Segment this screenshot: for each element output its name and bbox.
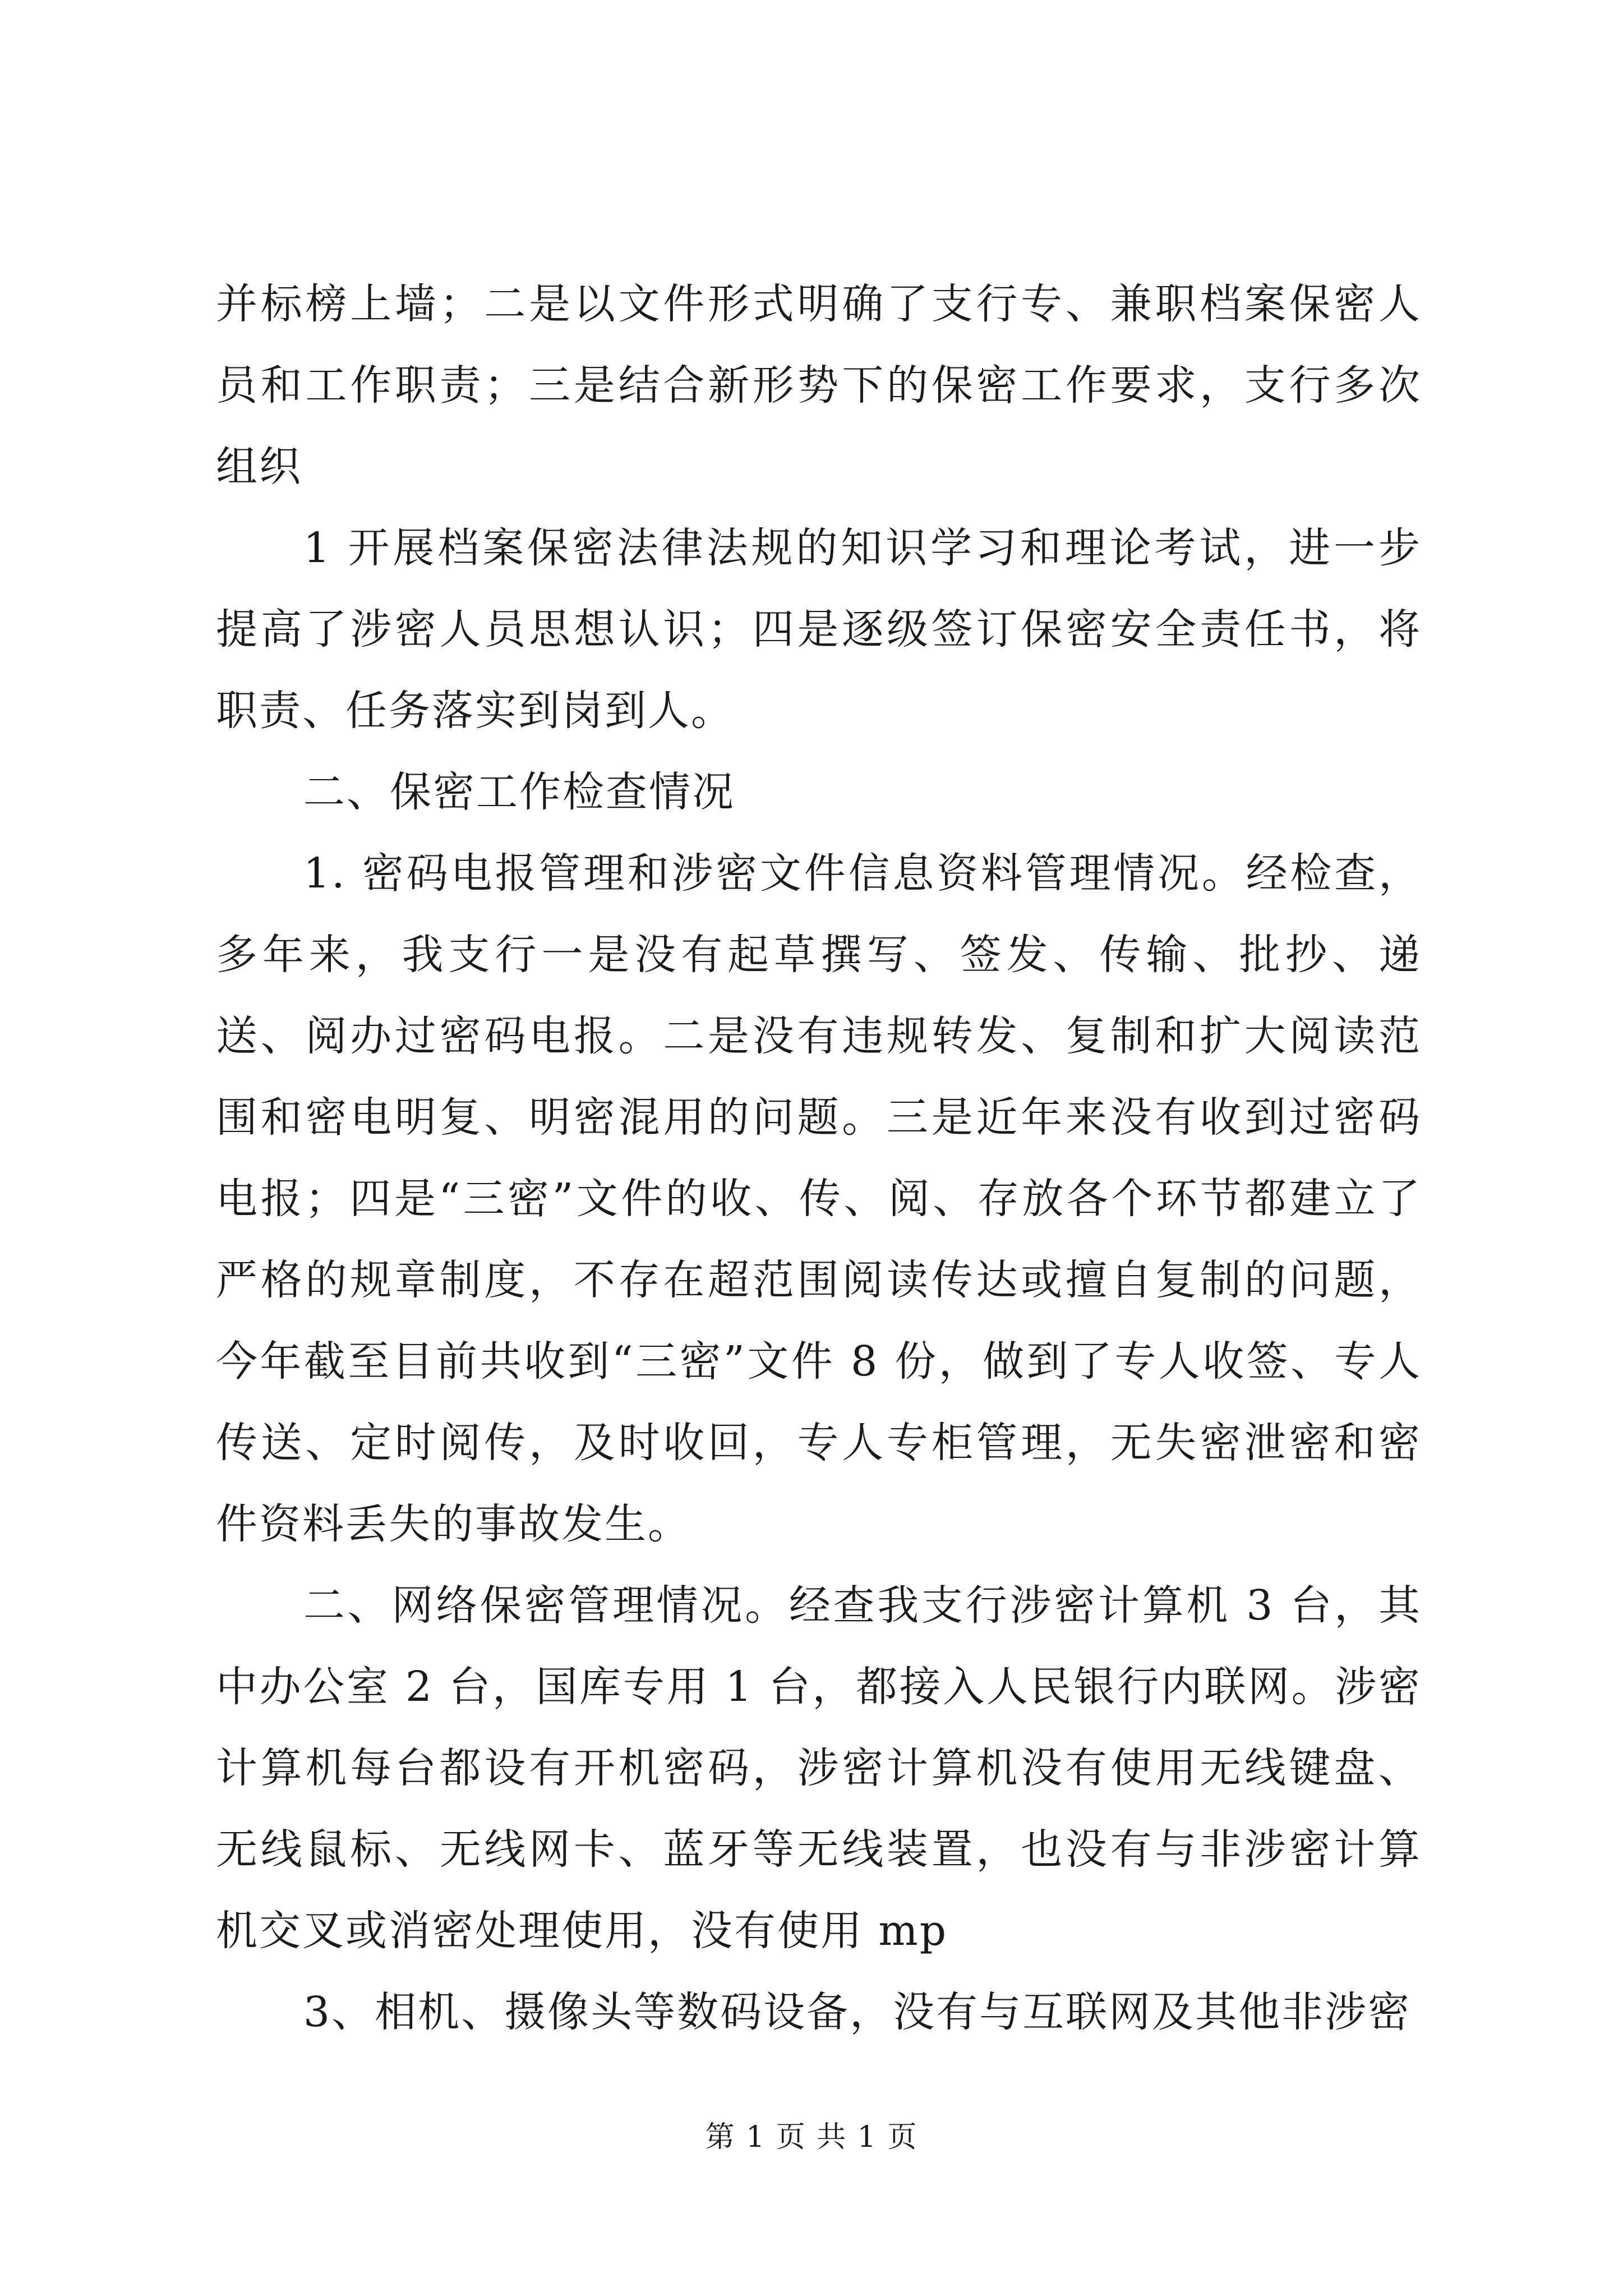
paragraph-1: 并标榜上墙；二是以文件形式明确了支行专、兼职档案保密人员和工作职责；三是结合新形势下的保密工作要求，支行多次组织	[216, 280, 1422, 491]
page-footer: 第 1 页 共 1 页	[705, 2120, 918, 2154]
paragraph-6: 3、相机、摄像头等数码设备，没有与互联网及其他非涉密	[303, 1988, 1412, 2036]
paragraph-2: 1 开展档案保密法律法规的知识学习和理论考试，进一步提高了涉密人员思想认识；四是逐级签订保密安全责任书，将职责、任务落实到岗到人。	[216, 524, 1422, 735]
paragraph-5: 二、网络保密管理情况。经查我支行涉密计算机 3 台，其中办公室 2 台，国库专用 1 台，都接入人民银行内联网。涉密计算机每台都设有开机密码，涉密计算机没有使用无线键盘、无线鼠标、无线网卡、蓝牙等无线装置，也没有与非涉密计算机交叉或消密处理使用，没有使用 mp	[216, 1581, 1422, 1955]
document-body	[216, 264, 1422, 2053]
section-heading: 二、保密工作检查情况	[303, 768, 735, 816]
paragraph-4: 1. 密码电报管理和涉密文件信息资料管理情况。经检查，多年来，我支行一是没有起草撰写、签发、传输、批抄、递送、阅办过密码电报。二是没有违规转发、复制和扩大阅读范围和密电明复、明密混用的问题。三是近年来没有收到过密码电报；四是“三密”文件的收、传、阅、存放各个环节都建立了严格的规章制度，不存在超范围阅读传达或擅自复制的问题，今年截至目前共收到“三密”文件 8 份，做到了专人收签、专人传送、定时阅传，及时收回，专人专柜管理，无失密泄密和密件资料丢失的事故发生。	[216, 849, 1422, 1548]
